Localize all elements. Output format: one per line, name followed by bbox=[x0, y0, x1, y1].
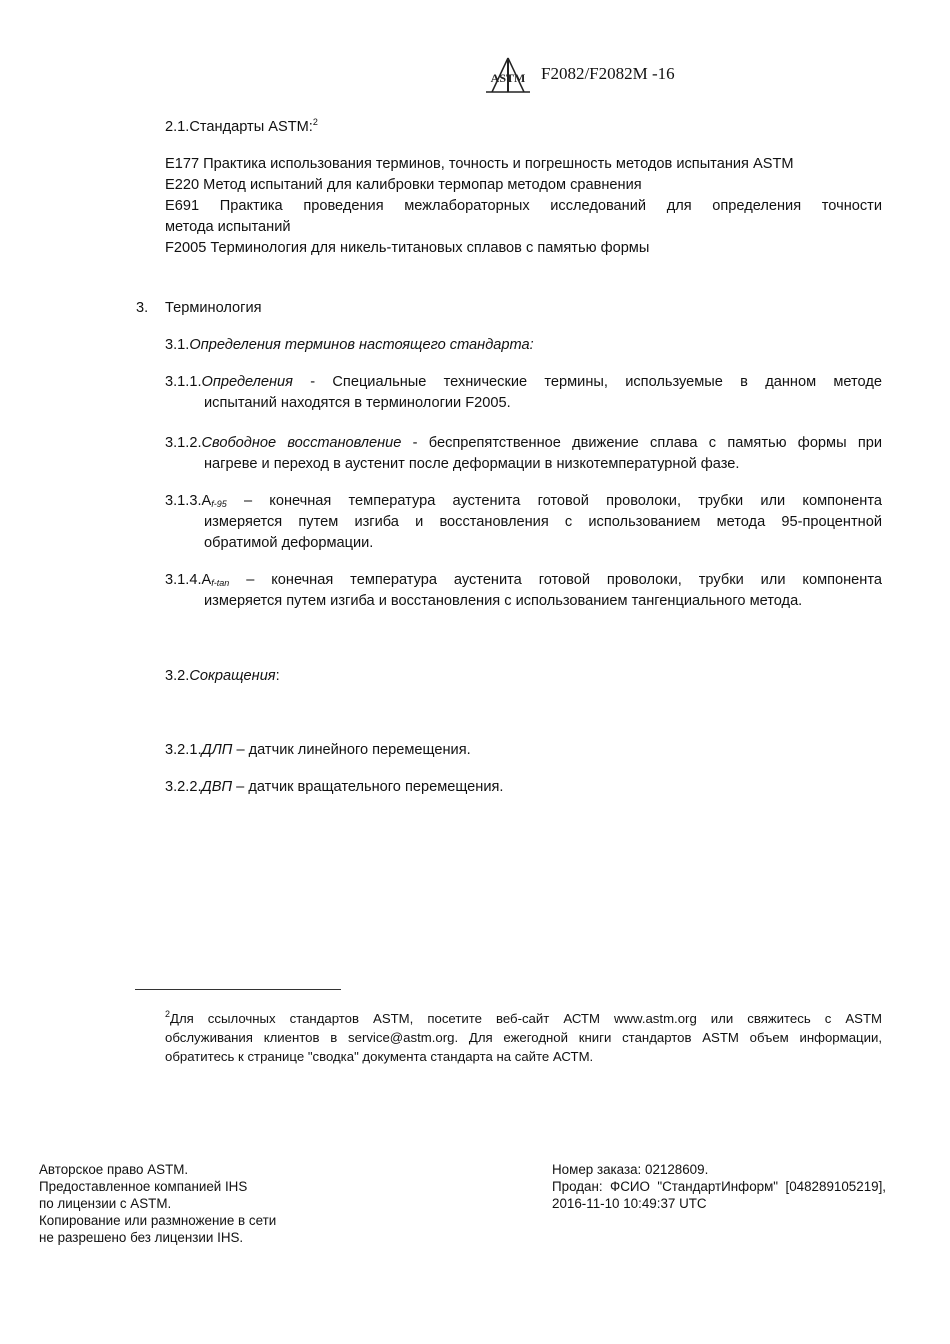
section-3-1-heading: 3.1.Определения терминов настоящего стандарта: bbox=[165, 337, 534, 353]
footer-right-line2: Продан: ФСИО "СтандартИнформ" [048289105219], bbox=[552, 1179, 887, 1194]
document-code: F2082/F2082M -16 bbox=[541, 64, 675, 83]
footer-right-line1: Номер заказа: 02128609. bbox=[552, 1162, 709, 1177]
section-3-1-2-line2: нагреве и переход в аустенит после деформации в низкотемпературной фазе. bbox=[204, 456, 740, 472]
footer-left-line3: по лицензии с ASTM. bbox=[39, 1196, 172, 1211]
section-3-title: Терминология bbox=[165, 300, 262, 316]
section-2-1-heading: 2.1.Стандарты ASTM:$^2$ bbox=[165, 117, 318, 135]
section-3-1-3-line1: $3.1.3.A_{f-95}$ – конечная температура аустенита готовой проволоки, трубки или компонента bbox=[165, 493, 882, 509]
footer-left-line1: Авторское право ASTM. bbox=[39, 1162, 189, 1177]
footnote-separator bbox=[135, 989, 341, 990]
section-3-2-heading: 3.2.Сокращения: bbox=[165, 668, 280, 684]
section-3-1-1-line2: испытаний находятся в терминологии F2005. bbox=[204, 395, 511, 411]
astm-logo-icon bbox=[484, 56, 532, 96]
section-3-1-1-line1: 3.1.1.Определения - Специальные технические термины, используемые в данном методе bbox=[165, 374, 882, 390]
section-3-1-4-line1: $3.1.4.A_{f-tan}$ – конечная температура аустенита готовой проволоки, трубки или компонента bbox=[165, 572, 882, 588]
section-3-number: 3. bbox=[136, 300, 149, 316]
footer-left-line4: Копирование или размножение в сети bbox=[39, 1213, 277, 1228]
ref-e691-cont: метода испытаний bbox=[165, 219, 291, 235]
svg-text:ASTM: ASTM bbox=[490, 71, 526, 85]
section-3-1-4-line2: измеряется путем изгиба и восстановления с использованием тангенциального метода. bbox=[204, 593, 803, 609]
section-3-2-2: 3.2.2.ДВП – датчик вращательного перемещения. bbox=[165, 779, 504, 795]
ref-e220: E220 Метод испытаний для калибровки термопар методом сравнения bbox=[165, 177, 642, 193]
astm-logo bbox=[484, 56, 532, 96]
section-3-1-2-line1: 3.1.2.Свободное восстановление - беспрепятственное движение сплава с памятью формы при bbox=[165, 435, 882, 451]
footnote-line3: обратитесь к странице "сводка" документа стандарта на сайте АСТМ. bbox=[165, 1049, 594, 1064]
ref-f2005: F2005 Терминология для никель-титановых сплавов с памятью формы bbox=[165, 240, 650, 256]
footer-left-line5: не разрешено без лицензии IHS. bbox=[39, 1230, 244, 1245]
ref-e177: E177 Практика использования терминов, точность и погрешность методов испытания ASTM bbox=[165, 156, 794, 172]
footnote-line2: обслуживания клиентов в service@astm.org. Для ежегодной книги стандартов ASTM объем информации, bbox=[165, 1030, 882, 1045]
section-3-1-3-line2: измеряется путем изгиба и восстановления с использованием метода 95-процентной bbox=[204, 514, 882, 530]
section-3-1-3-line3: обратимой деформации. bbox=[204, 535, 374, 551]
footnote-line1: $^2$Для ссылочных стандартов ASTM, посетите веб-сайт АСТМ www.astm.org или свяжитесь с ASTM bbox=[165, 1009, 882, 1026]
ref-e691: E691 Практика проведения межлабораторных исследований для определения точности bbox=[165, 198, 882, 214]
section-3-2-1: 3.2.1.ДЛП – датчик линейного перемещения. bbox=[165, 742, 471, 758]
footer-right-line3: 2016-11-10 10:49:37 UTC bbox=[552, 1196, 707, 1211]
footer-left-line2: Предоставленное компанией IHS bbox=[39, 1179, 248, 1194]
